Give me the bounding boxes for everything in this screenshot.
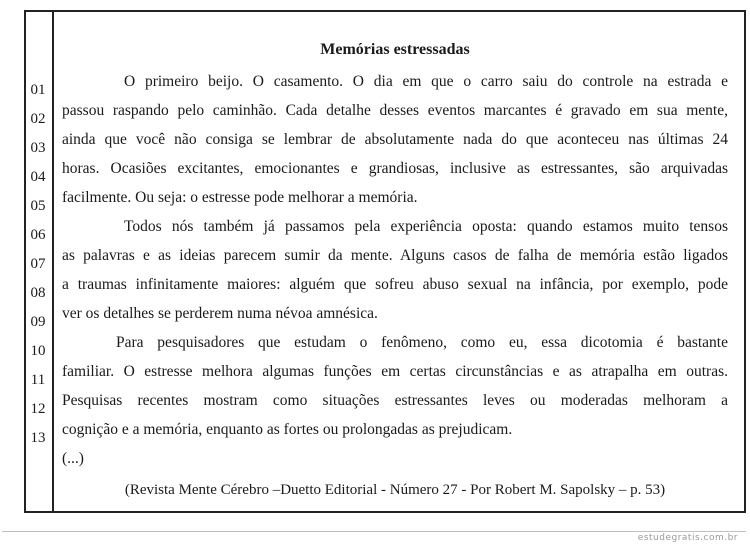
footer-divider <box>2 531 746 532</box>
text-line: O primeiro beijo. O casamento. O dia em que o carro saiu do controle na estrada e <box>124 73 728 90</box>
text-line: ainda que você não consiga se lembrar de absolutamente nada do que aconteceu nas últimas 24 <box>62 131 728 148</box>
line-number: 13 <box>30 430 46 446</box>
line-number: 06 <box>30 227 46 243</box>
text-line: a traumas infinitamente maiores: alguém que sofreu abuso sexual na infância, por exemplo, pode <box>62 276 728 293</box>
article-title: Memórias estressadas <box>320 41 470 58</box>
line-number: 09 <box>30 314 46 330</box>
text-line: passou raspando pelo caminhão. Cada detalhe desses eventos marcantes é gravado em sua mente, <box>62 102 728 119</box>
line-number: 11 <box>30 372 46 388</box>
text-line: Para pesquisadores que estudam o fenômeno, como eu, essa dicotomia é bastante <box>116 334 728 351</box>
line-number: 08 <box>30 285 46 301</box>
line-number: 10 <box>30 343 46 359</box>
text-line: Todos nós também já passamos pela experiência oposta: quando estamos muito tensos <box>124 218 728 235</box>
line-number: 12 <box>30 401 46 417</box>
line-number: 04 <box>30 169 46 185</box>
text-frame <box>24 10 746 513</box>
line-number: 03 <box>30 140 46 156</box>
text-line: horas. Ocasiões excitantes, emocionantes e grandiosas, inclusive as estressantes, são arquivadas <box>62 160 728 177</box>
ellipsis: (...) <box>62 450 84 467</box>
line-number: 01 <box>30 82 46 98</box>
text-line: familiar. O estresse melhora algumas funções em certas circunstâncias e as atrapalha em outras. <box>62 363 728 380</box>
text-line: cognição e a memória, enquanto as fortes ou prolongadas as prejudicam. <box>62 421 513 438</box>
line-number: 02 <box>30 111 46 127</box>
line-number: 07 <box>30 256 46 272</box>
line-number-gutter <box>26 12 54 511</box>
source-citation: (Revista Mente Cérebro –Duetto Editorial - Número 27 - Por Robert M. Sapolsky – p. 53) <box>124 482 666 498</box>
site-watermark: estudegratis.com.br <box>637 533 738 543</box>
text-line: as palavras e as ideias parecem sumir da mente. Alguns casos de falha de memória estão ligados <box>62 247 728 264</box>
text-line: facilmente. Ou seja: o estresse pode melhorar a memória. <box>62 189 418 206</box>
text-line: ver os detalhes se perderem numa névoa amnésica. <box>62 305 378 322</box>
line-number: 05 <box>30 198 46 214</box>
text-line: Pesquisas recentes mostram como situações estressantes leves ou moderadas melhoram a <box>62 392 728 409</box>
